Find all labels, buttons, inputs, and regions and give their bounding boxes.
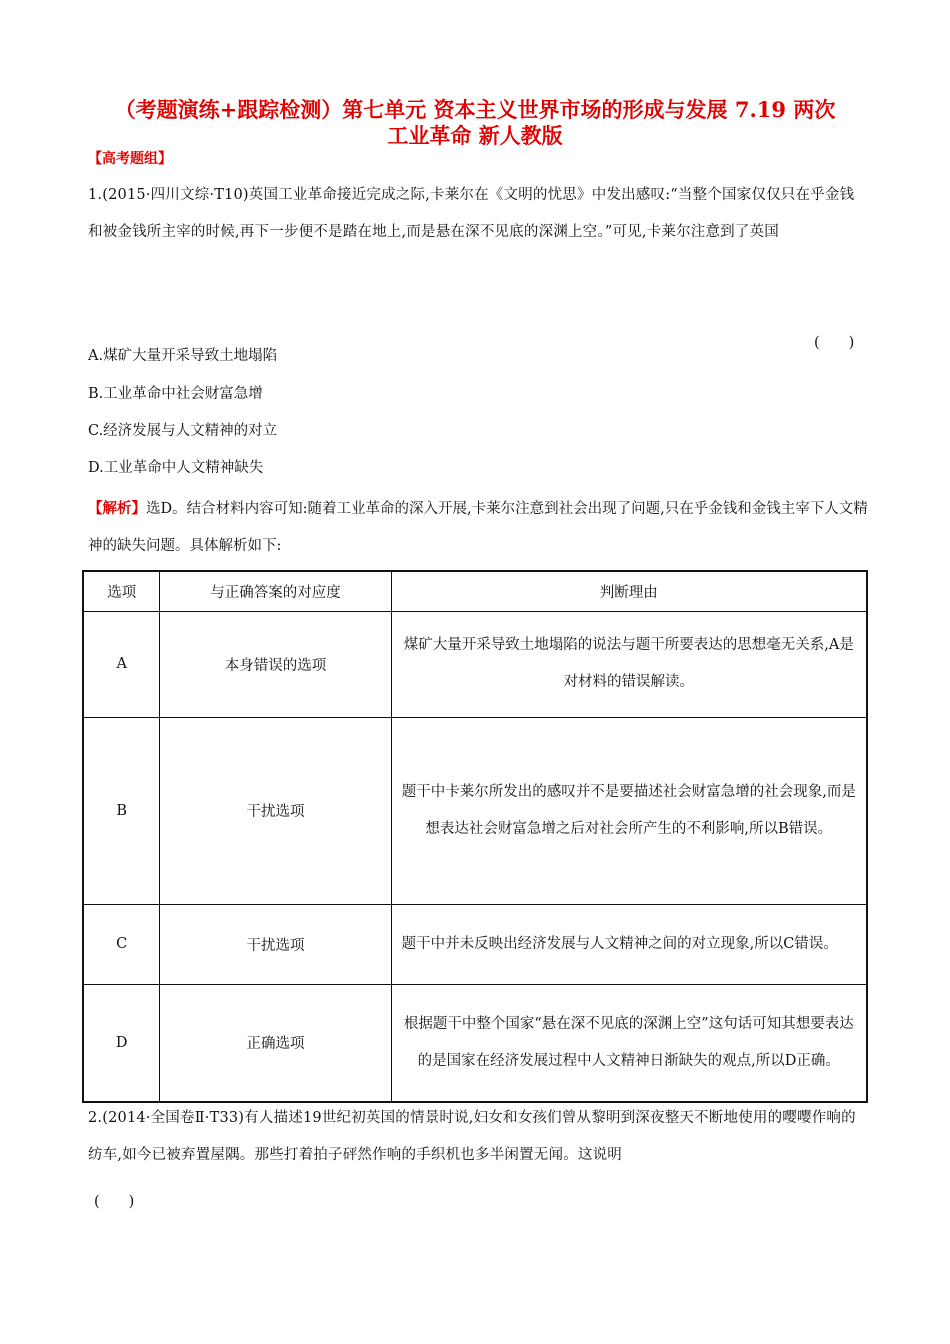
question-1-stem: 1.(2015·四川文综·T10)英国工业革命接近完成之际,卡莱尔在《文明的忧思》中发出感叹:“当整个国家仅仅只在乎金钱和被金钱所主宰的时候,再下一步便不是踏在地上,而是悬在深不见底的深渊上空。”可见,卡莱尔注意到了英国 [88,187,855,240]
analysis-table [82,570,868,1103]
section-label: 【高考题组】 [88,151,172,167]
question-1-option-d: D.工业革命中人文精神缺失 [88,460,264,476]
question-2-answer-blank: ( ) [94,1194,135,1210]
table-header-degree: 与正确答案的对应度 [160,571,391,611]
table-cell-reason: 煤矿大量开采导致土地塌陷的说法与题干所要表达的思想毫无关系,A是对材料的错误解读。 [403,637,854,690]
table-cell-reason: 题干中卡莱尔所发出的感叹并不是要描述社会财富急增的社会现象,而是想表达社会财富急增之后对社会所产生的不利影响,所以B错误。 [401,783,856,837]
question-2-stem: 2.(2014·全国卷Ⅱ·T33)有人描述19世纪初英国的情景时说,妇女和女孩们曾从黎明到深夜整天不断地使用的嘤嘤作响的纺车,如今已被弃置屋隅。那些打着拍子砰然作响的手织机也多半闲置无闻。这说明 [88,1110,856,1163]
document-title-line1: （考题演练+跟踪检测）第七单元 资本主义世界市场的形成与发展 7.19 两次 [114,97,836,122]
analysis-label: 【解析】 [88,500,146,517]
table-cell-degree: 正确选项 [160,984,391,1102]
table-cell-reason: 题干中并未反映出经济发展与人文精神之间的对立现象,所以C错误。 [401,935,838,952]
table-cell-option: A [83,611,160,717]
table-header-row [83,571,867,611]
table-cell-option: C [83,904,160,984]
table-cell-degree: 干扰选项 [160,904,391,984]
document-title-line2: 工业革命 新人教版 [387,123,563,148]
question-1-option-b: B.工业革命中社会财富急增 [88,386,263,402]
table-cell-option: D [83,984,160,1102]
table-row [83,717,867,904]
table-cell-degree: 干扰选项 [160,717,391,904]
question-1-answer-blank: ( ) [814,335,855,351]
analysis-text: 选D。结合材料内容可知:随着工业革命的深入开展,卡莱尔注意到社会出现了问题,只在乎金钱和金钱主宰下人文精神的缺失问题。具体解析如下: [88,501,868,554]
question-1-option-c: C.经济发展与人文精神的对立 [88,423,278,439]
table-row [83,984,867,1102]
table-row [83,611,867,717]
question-1-option-a: A.煤矿大量开采导致土地塌陷 [88,348,278,364]
table-row [83,904,867,984]
table-cell-degree: 本身错误的选项 [160,611,391,717]
table-cell-reason: 根据题干中整个国家“悬在深不见底的深渊上空”这句话可知其想要表达的是国家在经济发展过程中人文精神日渐缺失的观点,所以D正确。 [403,1015,854,1069]
table-header-option: 选项 [83,571,160,611]
table-cell-option: B [83,717,160,904]
table-header-reason: 判断理由 [391,571,867,611]
question-1-analysis [88,490,868,565]
